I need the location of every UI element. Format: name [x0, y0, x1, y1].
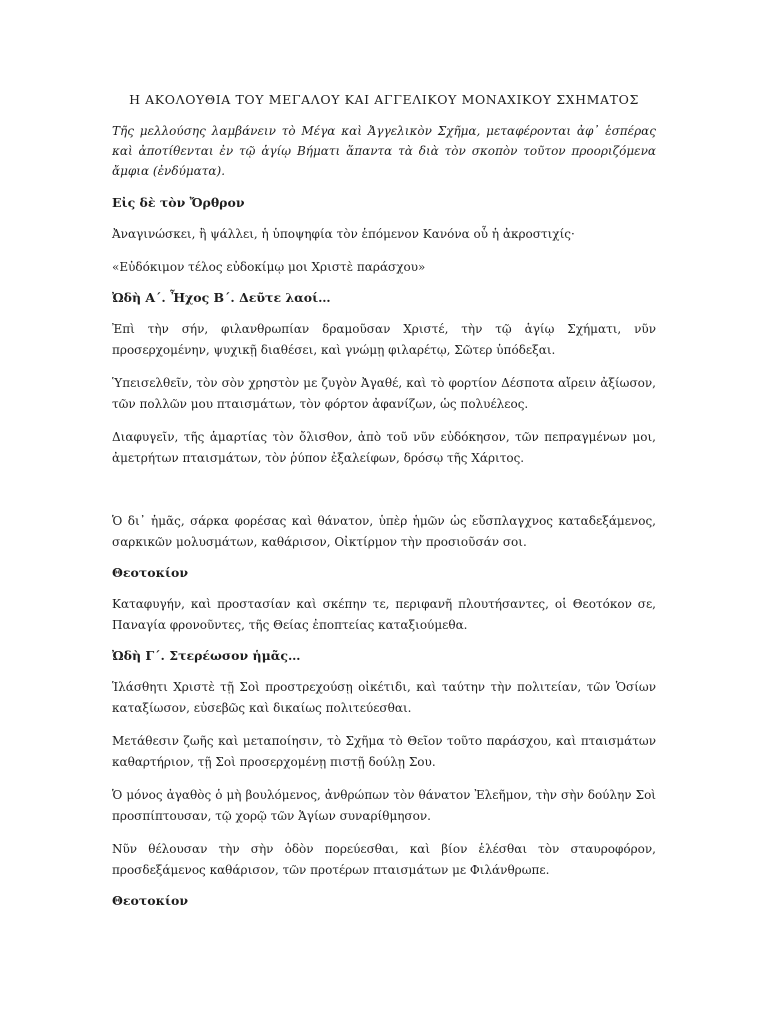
ode3-troparion-1: Ἱλάσθητι Χριστὲ τῇ Σοὶ προστρεχούσῃ οἰκέτιδι, καὶ ταύτην τὴν πολιτείαν, τῶν Ὁσίων καταξίωσον, εὐσεβῶς καὶ δικαίως πολιτεύεσθαι.: [112, 680, 656, 715]
rubric-anaginoskei: Ἀναγινώσκει, ἢ ψάλλει, ἡ ὑποψηφία τὸν ἑπόμενον Κανόνα οὗ ἡ ἀκροστιχίς·: [112, 227, 575, 241]
acrostic-line: «Εὐδόκιμον τέλος εὐδοκίμῳ μοι Χριστὲ παράσχου»: [112, 260, 426, 274]
heading-orthros: Εἰς δὲ τὸν Ὄρθρον: [112, 195, 245, 210]
ode1-troparion-4: Ὁ δι᾽ ἡμᾶς, σάρκα φορέσας καὶ θάνατον, ὑπὲρ ἡμῶν ὡς εὔσπλαγχνος καταδεξάμενος, σαρκικῶν μολυσμάτων, καθάρισον, Οἰκτίρμον τὴν προσιοῦσάν σοι.: [112, 514, 656, 549]
document-title: Η ΑΚΟΛΟΥΘΙΑ ΤΟΥ ΜΕΓΑΛΟΥ ΚΑΙ ΑΓΓΕΛΙΚΟΥ ΜΟΝΑΧΙΚΟΥ ΣΧΗΜΑΤΟΣ: [129, 92, 639, 107]
heading-theotokion-1: Θεοτοκίον: [112, 565, 189, 580]
ode1-troparion-2: Ὑπεισελθεῖν, τὸν σὸν χρηστὸν με ζυγὸν Ἀγαθέ, καὶ τὸ φορτίον Δέσποτα αἴρειν ἀξίωσον, τῶν πολλῶν μου πταισμάτων, τὸν φόρτον ἀφανίζων, ὡς πολυέλεος.: [112, 376, 656, 411]
ode3-troparion-4: Νῦν θέλουσαν τὴν σὴν ὁδὸν πορεύεσθαι, καὶ βίον ἑλέσθαι τὸν σταυροφόρον, προσδεξάμενος καθάρισον, τῶν προτέρων πταισμάτων με Φιλάνθρωπε.: [112, 842, 656, 877]
ode1-troparion-1: Ἐπὶ τὴν σήν, φιλανθρωπίαν δραμοῦσαν Χριστέ, τὴν τῷ ἁγίῳ Σχήματι, νῦν προσερχομένην, ψυχικῇ διαθέσει, καὶ γνώμῃ φιλαρέτῳ, Σῶτερ ὑπόδεξαι.: [112, 322, 656, 357]
theotokion-1-text: Καταφυγήν, καὶ προστασίαν καὶ σκέπην τε, περιφανῆ πλουτήσαντες, οἱ Θεοτόκον σε, Παναγία φρονοῦντες, τῆς Θείας ἐποπτείας καταξιούμεθα.: [112, 597, 656, 632]
ode3-troparion-3: Ὁ μόνος ἀγαθὸς ὁ μὴ βουλόμενος, ἀνθρώπων τὸν θάνατον Ἐλεῆμον, τὴν σὴν δούλην Σοὶ προσπίπτουσαν, τῷ χορῷ τῶν Ἁγίων συναρίθμησον.: [112, 788, 656, 823]
blank-space: [112, 481, 656, 511]
intro-rubric: Τῆς μελλούσης λαμβάνειν τὸ Μέγα καὶ Ἀγγελικὸν Σχῆμα, μεταφέρονται ἀφ᾽ ἑσπέρας καὶ ἀποτίθενται ἐν τῷ ἁγίῳ Βήματι ἅπαντα τὰ διὰ τὸν σκοπὸν τοῦτον προοριζόμενα ἄμφια (ἐνδύματα).: [112, 124, 656, 178]
ode3-troparion-2: Μετάθεσιν ζωῆς καὶ μεταποίησιν, τὸ Σχῆμα τὸ Θεῖον τοῦτο παράσχου, καὶ πταισμάτων καθαρτήριον, τῇ Σοὶ προσερχομένῃ πιστῇ δούλῃ Σου.: [112, 734, 656, 769]
ode1-troparion-3: Διαφυγεῖν, τῆς ἁμαρτίας τὸν ὄλισθον, ἀπὸ τοῦ νῦν εὐδόκησον, τῶν πεπραγμένων μοι, ἀμετρήτων πταισμάτων, τὸν ῥύπον ἐξαλείφων, δρόσῳ τῆς Χάριτος.: [112, 430, 656, 465]
heading-theotokion-2: Θεοτοκίον: [112, 893, 189, 908]
heading-ode-1: Ὠδὴ Α΄. Ἦχος Β΄. Δεῦτε λαοί…: [112, 290, 331, 305]
heading-ode-3: Ὠδὴ Γ΄. Στερέωσον ἡμᾶς…: [112, 648, 301, 663]
